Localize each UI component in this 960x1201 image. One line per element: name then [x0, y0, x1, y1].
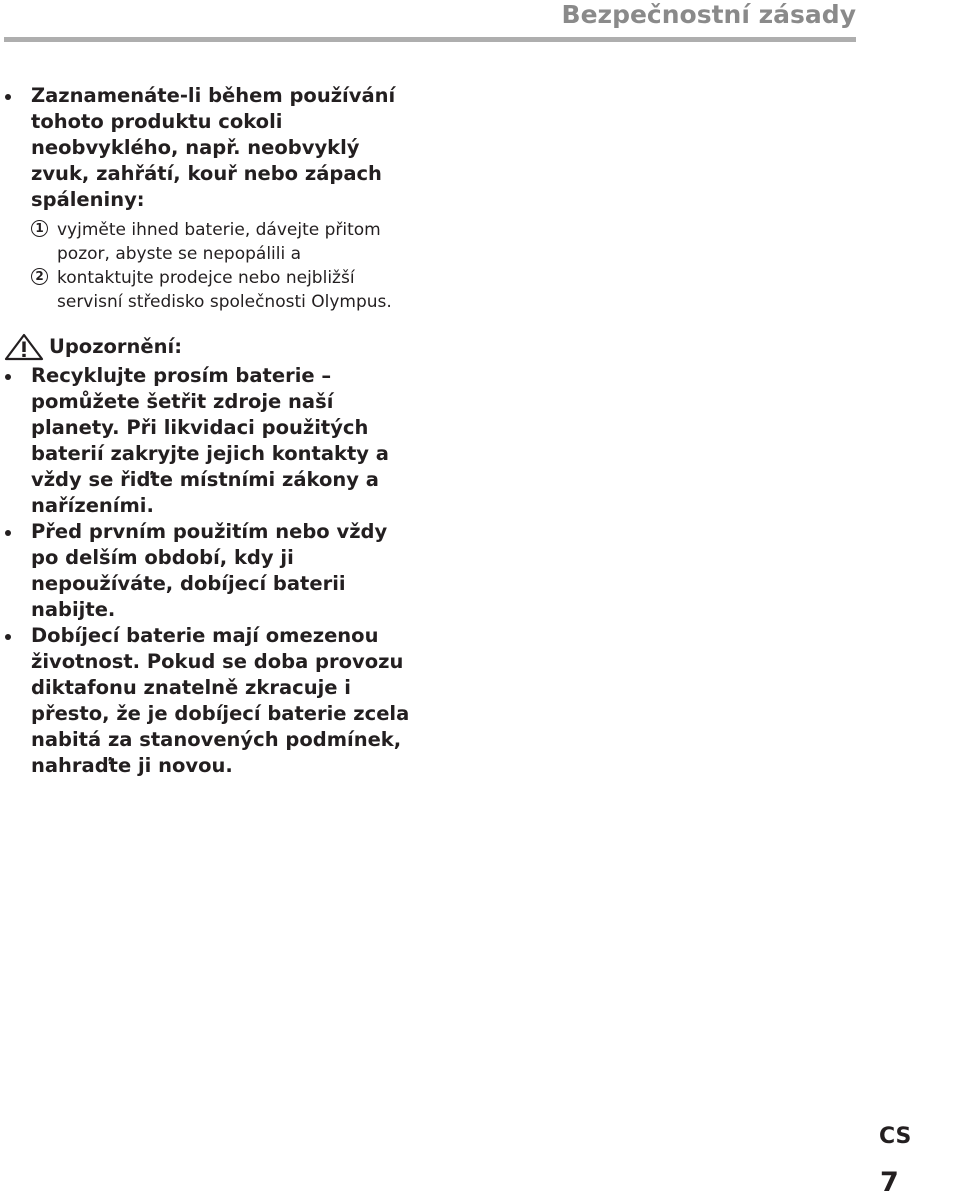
- warning-triangle-icon: [4, 333, 44, 361]
- step-text: kontaktujte prodejce nebo nejbližší servisní středisko společnosti Olympus.: [57, 268, 392, 312]
- page-number: 7: [880, 1167, 899, 1198]
- bullet-dot-icon: [5, 374, 11, 380]
- bullet-dot-icon: [5, 634, 11, 640]
- bullet-text: Zaznamenáte-li během používání tohoto produktu cokoli neobvyklého, např. neobvyklý zvuk, zahřátí, kouř nebo zápach spáleniny:: [31, 84, 396, 211]
- bullet-text: Recyklujte prosím baterie – pomůžete šetřit zdroje naší planety. Při likvidaci použitých baterií zakryjte jejich kontakty a vždy se řiďte místními zákony a nařízeními.: [31, 364, 389, 517]
- header-rule: [4, 37, 856, 42]
- step-list: [0, 218, 420, 314]
- caution-list: [0, 363, 420, 779]
- step-text: vyjměte ihned baterie, dávejte přitom pozor, abyste se nepopálili a: [57, 220, 381, 264]
- caution-label: Upozornění:: [49, 335, 183, 358]
- list-item: [0, 83, 420, 213]
- bullet-text: Dobíjecí baterie mají omezenou životnost. Pokud se doba provozu diktafonu znatelně zkracuje i přesto, že je dobíjecí baterie zcela nabitá za stanovených podmínek, nahraďte ji novou.: [31, 624, 410, 777]
- bullet-text: Před prvním použitím nebo vždy po delším období, kdy ji nepoužíváte, dobíjecí baterii nabijte.: [31, 520, 388, 621]
- step-number-badge: 1: [31, 220, 48, 237]
- language-code: CS: [879, 1124, 912, 1149]
- bullet-dot-icon: [5, 94, 11, 100]
- step-item: [0, 218, 420, 266]
- list-item: [0, 623, 420, 779]
- list-item: [0, 363, 420, 519]
- content-column: [0, 83, 420, 779]
- step-item: [0, 266, 420, 314]
- step-number-badge: 2: [31, 268, 48, 285]
- caution-heading: [0, 333, 420, 363]
- page-header-title: Bezpečnostní zásady: [561, 0, 856, 29]
- bullet-dot-icon: [5, 530, 11, 536]
- list-item: [0, 519, 420, 623]
